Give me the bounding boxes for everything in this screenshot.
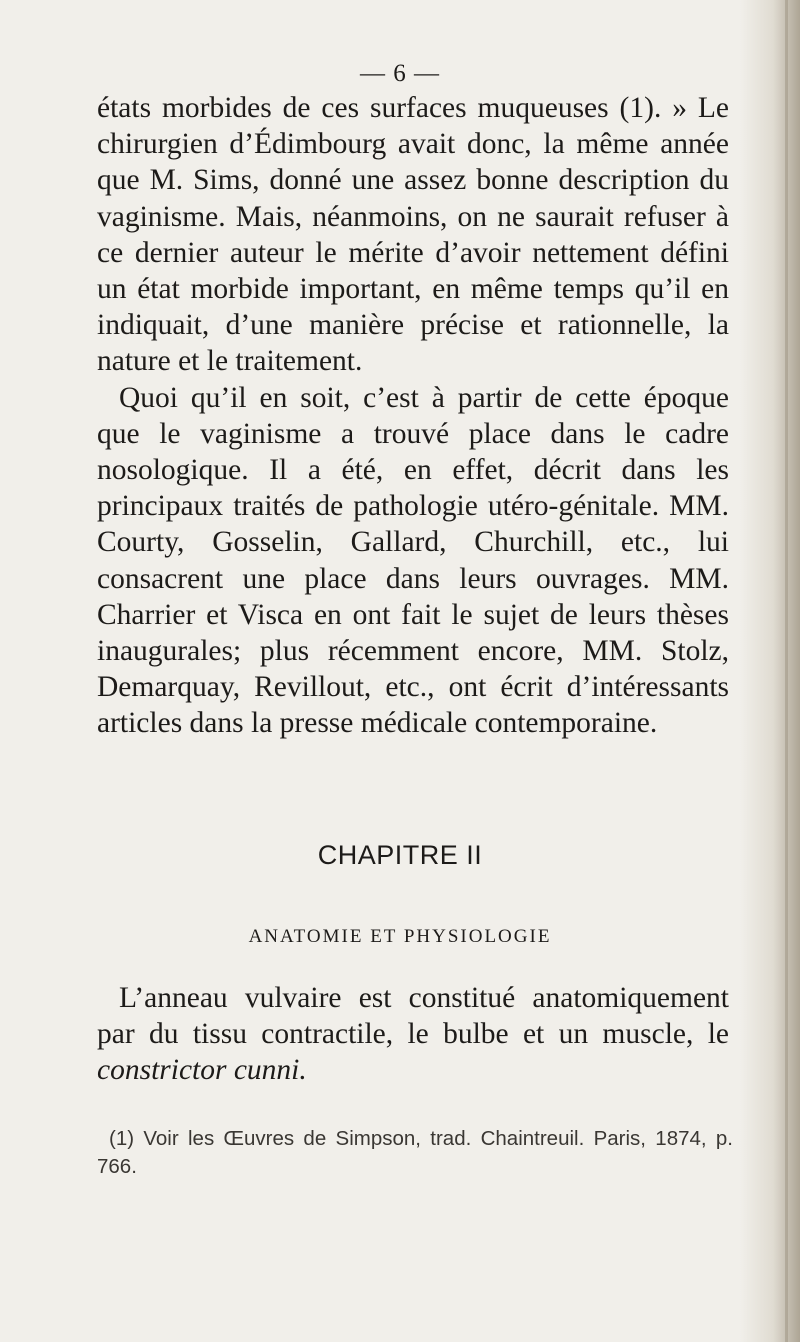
main-text <box>97 90 729 742</box>
paragraph-2: Quoi qu’il en soit, c’est à partir de cette époque que le vaginisme a trouvé place dans le cadre nosologique. Il a été, en effet, décrit dans les principaux traités de pathologie utéro-génitale. MM. Courty, Gosselin, Gallard, Churchill, etc., lui consacrent une place dans leurs ouvrages. MM. Charrier et Visca en ont fait le sujet de leurs thèses inaugurales; plus récemment encore, MM. Stolz, Demarquay, Revillout, etc., ont écrit d’intéressants articles dans la presse médicale contemporaine. <box>97 381 729 740</box>
paragraph-3 <box>97 980 729 1089</box>
footnote-text: (1) Voir les Œuvres de Simpson, trad. Chaintreuil. Paris, 1874, p. 766. <box>97 1127 733 1178</box>
chapter-subtitle: ANATOMIE ET PHYSIOLOGIE <box>248 926 552 947</box>
chapter-text <box>97 980 729 1089</box>
paragraph-3-text: L’anneau vulvaire est constitué anatomiquement par du tissu contractile, le bulbe et un muscle, le <box>97 982 729 1051</box>
page-number: — 6 — <box>360 60 440 87</box>
paragraph-3-italic: constrictor cunni. <box>97 1054 307 1087</box>
page-edge-shadow <box>740 0 800 1342</box>
page-edge-line <box>785 0 788 1342</box>
paragraph-1: états morbides de ces surfaces muqueuses (1). » Le chirurgien d’Édimbourg avait donc, la même année que M. Sims, donné une assez bonne description du vaginisme. Mais, néanmoins, on ne saurait refuser à ce dernier auteur le mérite d’avoir nettement défini un état morbide important, en même temps qu’il en indiquait, d’une manière précise et rationnelle, la nature et le traitement. <box>97 92 729 378</box>
footnote <box>97 1125 733 1181</box>
chapter-title: CHAPITRE II <box>317 840 483 870</box>
